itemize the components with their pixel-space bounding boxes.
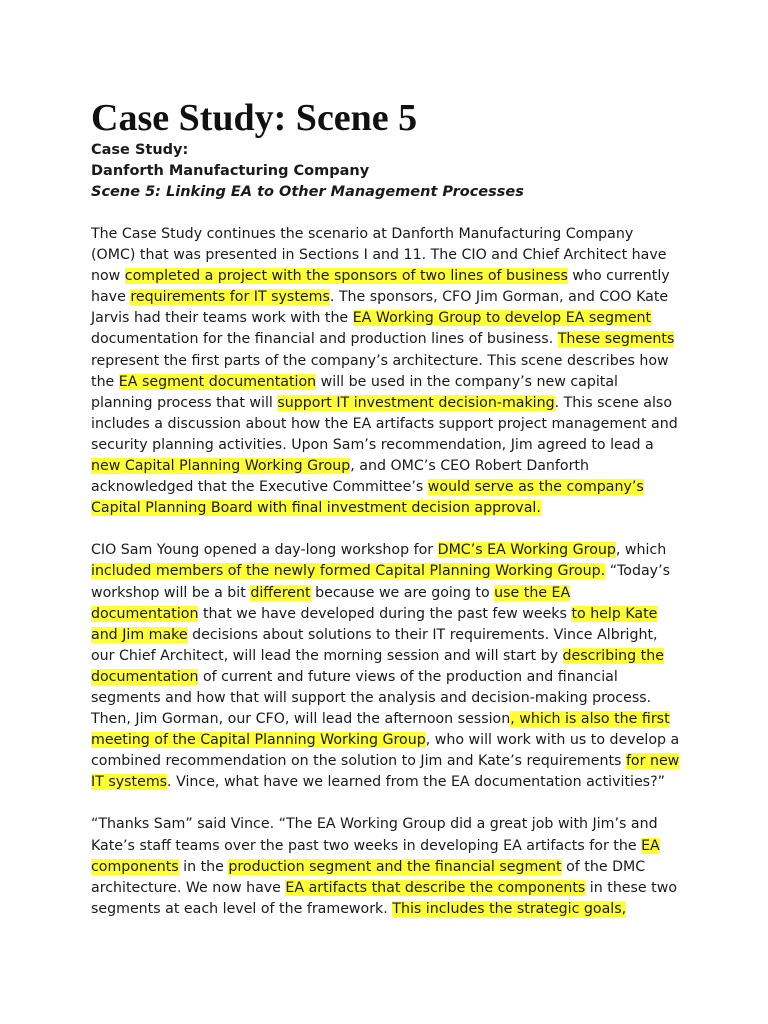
spacer — [91, 793, 681, 814]
paragraph-2 — [91, 540, 681, 793]
text-run: “Today’s workshop will be a bit — [91, 563, 670, 601]
spacer — [91, 203, 681, 224]
highlighted-text: to help Kate and Jim make — [91, 605, 658, 643]
highlighted-text: support IT investment decision-making — [277, 394, 555, 411]
text-run: represent the first parts of the company’s architecture. This scene describes how the — [91, 352, 669, 390]
text-run: , and OMC’s CEO Robert Danforth acknowledged that the Executive Committee’s — [91, 458, 589, 496]
highlighted-text: This includes the strategic goals, — [392, 900, 627, 917]
text-run: because we are going to — [310, 584, 495, 601]
text-run: . Vince, what have we learned from the EA documentation activities?” — [167, 774, 665, 791]
highlighted-text: would serve as the company’s Capital Planning Board with final investment decision approval. — [91, 479, 644, 517]
spacer — [91, 519, 681, 540]
text-run: will be used in the company’s new capital planning process that will — [91, 373, 619, 411]
text-run: of current and future views of the production and financial segments and how that will support the analysis and decision-making process. Then, Jim Gorman, our CFO, will lead the afternoon session — [91, 668, 652, 728]
text-run: in these two segments at each level of the framework. — [91, 879, 678, 917]
highlighted-text: , which is also the first meeting of the Capital Planning Working Group — [91, 711, 670, 749]
text-run: . This scene also includes a discussion about how the EA artifacts support project management and security planning activities. Upon Sam’s recommendation, Jim agreed to lead a — [91, 394, 678, 453]
document-page — [91, 96, 681, 920]
highlighted-text: completed a project with the sponsors of two lines of business — [124, 268, 568, 285]
paragraph-1 — [91, 224, 681, 519]
highlighted-text: DMC’s EA Working Group — [437, 542, 616, 559]
highlighted-text: new Capital Planning Working Group — [91, 458, 351, 475]
text-run: that we have developed during the past few weeks — [198, 605, 572, 622]
highlighted-text: These segments — [557, 331, 675, 348]
text-run: who currently have — [91, 268, 670, 306]
text-run: documentation for the financial and production lines of business. — [91, 331, 558, 348]
subtitle-scene: Scene 5: Linking EA to Other Management Processes — [91, 184, 524, 200]
text-run: , who will work with us to develop a combined recommendation on the solution to Jim and Kate’s requirements — [91, 732, 680, 770]
highlighted-text: EA artifacts that describe the components — [285, 879, 586, 896]
highlighted-text: describing the documentation — [91, 647, 664, 685]
highlighted-text: different — [250, 584, 311, 601]
text-run: “Thanks Sam” said Vince. “The EA Working Group did a great job with Jim’s and Kate’s staff teams over the past two weeks in developing EA artifacts for the — [91, 816, 658, 854]
highlighted-text: production segment and the financial segment — [228, 858, 562, 875]
paragraph-3 — [91, 814, 681, 919]
highlighted-text: use the EA documentation — [91, 584, 571, 622]
highlighted-text: for new IT systems — [91, 753, 680, 791]
text-run: in the — [178, 858, 229, 875]
highlighted-text: EA components — [91, 837, 660, 875]
highlighted-text: EA Working Group to develop EA segment — [352, 310, 652, 327]
text-run: of the DMC architecture. We now have — [91, 858, 646, 896]
text-run: decisions about solutions to their IT requirements. Vince Albright, our Chief Architect, will lead the morning session and will start by — [91, 626, 658, 664]
highlighted-text: EA segment documentation — [118, 373, 317, 390]
text-run: , which — [615, 542, 667, 559]
document-title: Case Study: Scene 5 — [91, 97, 418, 139]
highlighted-text: requirements for IT systems — [130, 289, 330, 306]
text-run: CIO Sam Young opened a day-long workshop for — [91, 542, 438, 559]
text-run: . The sponsors, CFO Jim Gorman, and COO Kate Jarvis had their teams work with the — [91, 289, 669, 327]
text-run: The Case Study continues the scenario at Danforth Manufacturing Company (OMC) that was presented in Sections I and 11. The CIO and Chief Architect have now — [91, 226, 667, 285]
highlighted-text: included members of the newly formed Capital Planning Working Group. — [91, 563, 606, 580]
subtitle-company: Danforth Manufacturing Company — [91, 163, 370, 179]
subtitle-case-study: Case Study: — [91, 142, 189, 158]
